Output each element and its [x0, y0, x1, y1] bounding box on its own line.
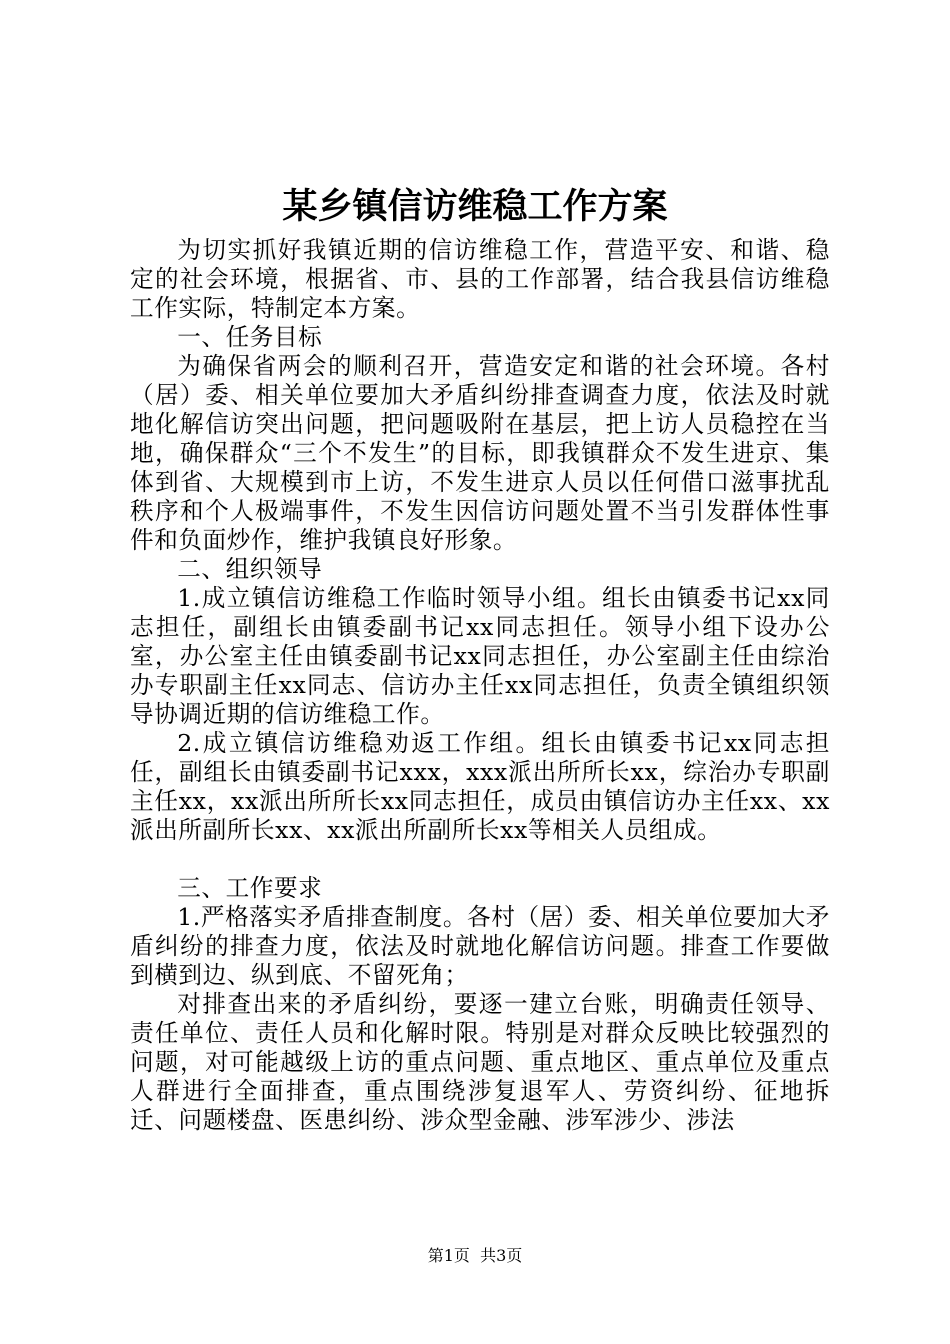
- page-footer: [0, 1244, 950, 1268]
- document-title: 某乡镇信访维稳工作方案: [282, 187, 668, 227]
- organization-item-2: 2.成立镇信访维稳劝返工作组。组长由镇委书记xx同志担任，副组长由镇委副书记xxx，xxx派出所所长xx，综治办专职副主任xx，xx派出所所长xx同志担任，成员由镇信访办主任xx、xx派出所副所长xx、xx派出所副所长xx等相关人员组成。: [130, 729, 830, 844]
- requirements-item-1-continued: 对排查出来的矛盾纠纷，要逐一建立台账，明确责任领导、责任单位、责任人员和化解时限。特别是对群众反映比较强烈的问题，对可能越级上访的重点问题、重点地区、重点单位及重点人群进行全面排查，重点围绕涉复退军人、劳资纠纷、征地拆迁、问题楼盘、医患纠纷、涉众型金融、涉军涉少、涉法: [130, 990, 830, 1134]
- section-heading-requirements: 三、工作要求: [177, 874, 323, 902]
- section-heading-task-goals: 一、任务目标: [177, 323, 323, 351]
- organization-item-1: 1.成立镇信访维稳工作临时领导小组。组长由镇委书记xx同志担任，副组长由镇委副书记xx同志担任。领导小组下设办公室，办公室主任由镇委副书记xx同志担任，办公室副主任由综治办专职副主任xx同志、信访办主任xx同志担任，负责全镇组织领导协调近期的信访维稳工作。: [130, 584, 830, 728]
- document-body: [130, 236, 830, 1135]
- page-total: 共3页: [480, 1246, 523, 1265]
- task-goals-paragraph: 为确保省两会的顺利召开，营造安定和谐的社会环境。各村（居）委、相关单位要加大矛盾纠纷排查调查力度，依法及时就地化解信访突出问题，把问题吸附在基层，把上访人员稳控在当地，确保群众“三个不发生”的目标，即我镇群众不发生进京、集体到省、大规模到市上访，不发生进京人员以任何借口滋事扰乱秩序和个人极端事件，不发生因信访问题处置不当引发群体性事件和负面炒作，维护我镇良好形象。: [130, 352, 830, 554]
- page-number: 第1页: [427, 1246, 470, 1265]
- requirements-item-1: 1.严格落实矛盾排查制度。各村（居）委、相关单位要加大矛盾纠纷的排查力度，依法及时就地化解信访问题。排查工作要做到横到边、纵到底、不留死角；: [130, 903, 830, 989]
- blank-line: [130, 845, 830, 874]
- section-heading-organization: 二、组织领导: [177, 555, 323, 583]
- intro-paragraph: 为切实抓好我镇近期的信访维稳工作，营造平安、和谐、稳定的社会环境，根据省、市、县的工作部署，结合我县信访维稳工作实际，特制定本方案。: [130, 236, 830, 322]
